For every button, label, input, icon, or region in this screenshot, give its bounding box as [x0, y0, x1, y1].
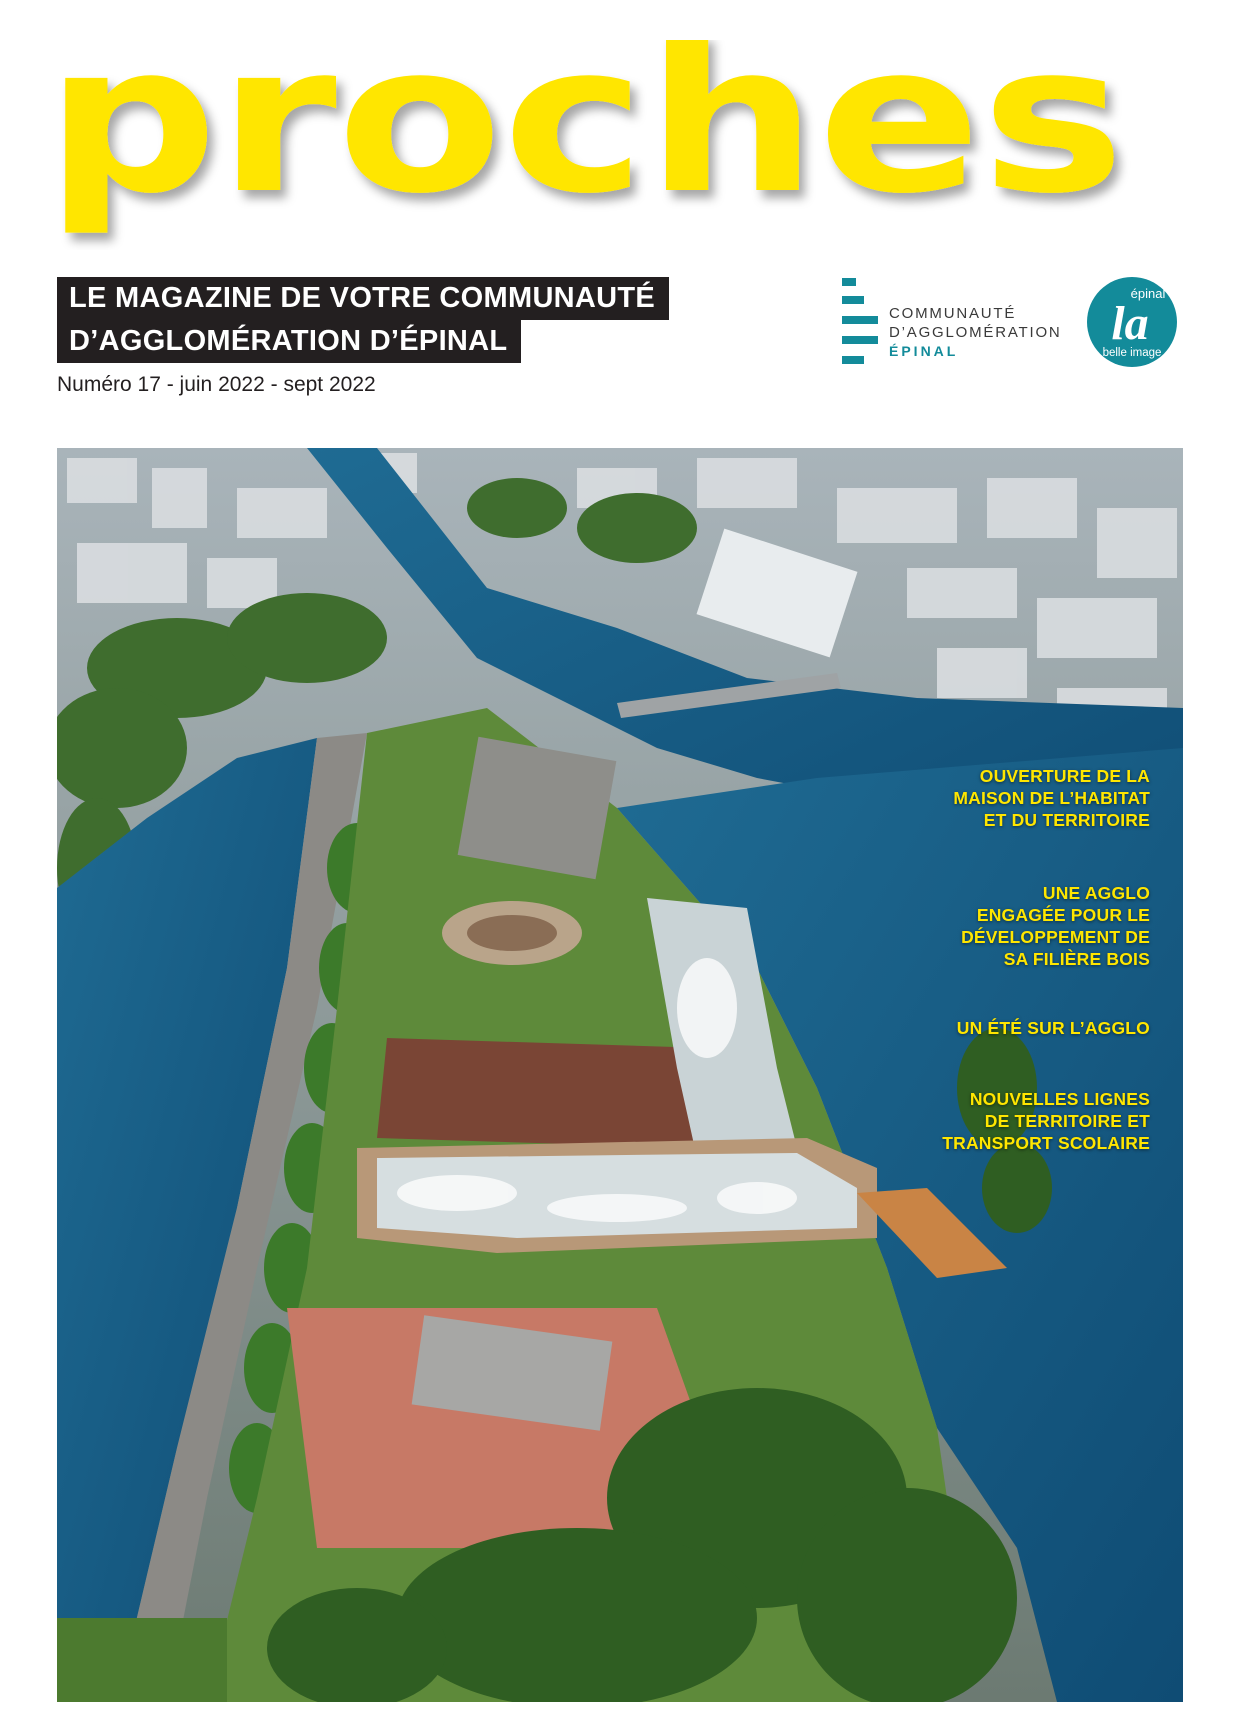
tagline-line-1: LE MAGAZINE DE VOTRE COMMUNAUTÉ — [57, 277, 669, 320]
issue-info: Numéro 17 - juin 2022 - sept 2022 — [57, 373, 376, 396]
epinal-badge-top: épinal — [1130, 286, 1166, 301]
headline-maison-habitat[interactable]: OUVERTURE DE LA MAISON DE L’HABITAT ET DU TERRITOIRE — [953, 766, 1150, 830]
masthead-logo — [45, 40, 1205, 250]
epinal-badge-bottom: belle image — [1102, 347, 1162, 359]
cover-aerial-photo — [57, 448, 1183, 1702]
agglomeration-logo-bars-icon — [842, 278, 878, 370]
agglomeration-logo-line-3: ÉPINAL — [889, 343, 959, 359]
agglomeration-logo — [842, 278, 1082, 370]
tagline — [57, 277, 669, 363]
headline-lignes-territoire[interactable]: NOUVELLES LIGNES DE TERRITOIRE ET TRANSPORT SCOLAIRE — [942, 1089, 1150, 1153]
tagline-line-2: D’AGGLOMÉRATION D’ÉPINAL — [57, 320, 521, 363]
headline-ete-agglo[interactable]: UN ÉTÉ SUR L’AGGLO — [956, 1018, 1150, 1038]
headline-filiere-bois[interactable]: UNE AGGLO ENGAGÉE POUR LE DÉVELOPPEMENT DE SA FILIÈRE BOIS — [961, 883, 1150, 969]
agglomeration-logo-line-2: D’AGGLOMÉRATION — [889, 324, 1062, 341]
epinal-belle-image-logo — [1086, 276, 1178, 368]
masthead-title: proches — [45, 40, 1125, 239]
agglomeration-logo-line-1: COMMUNAUTÉ — [889, 305, 1017, 322]
epinal-badge-middle: la — [1111, 297, 1149, 350]
